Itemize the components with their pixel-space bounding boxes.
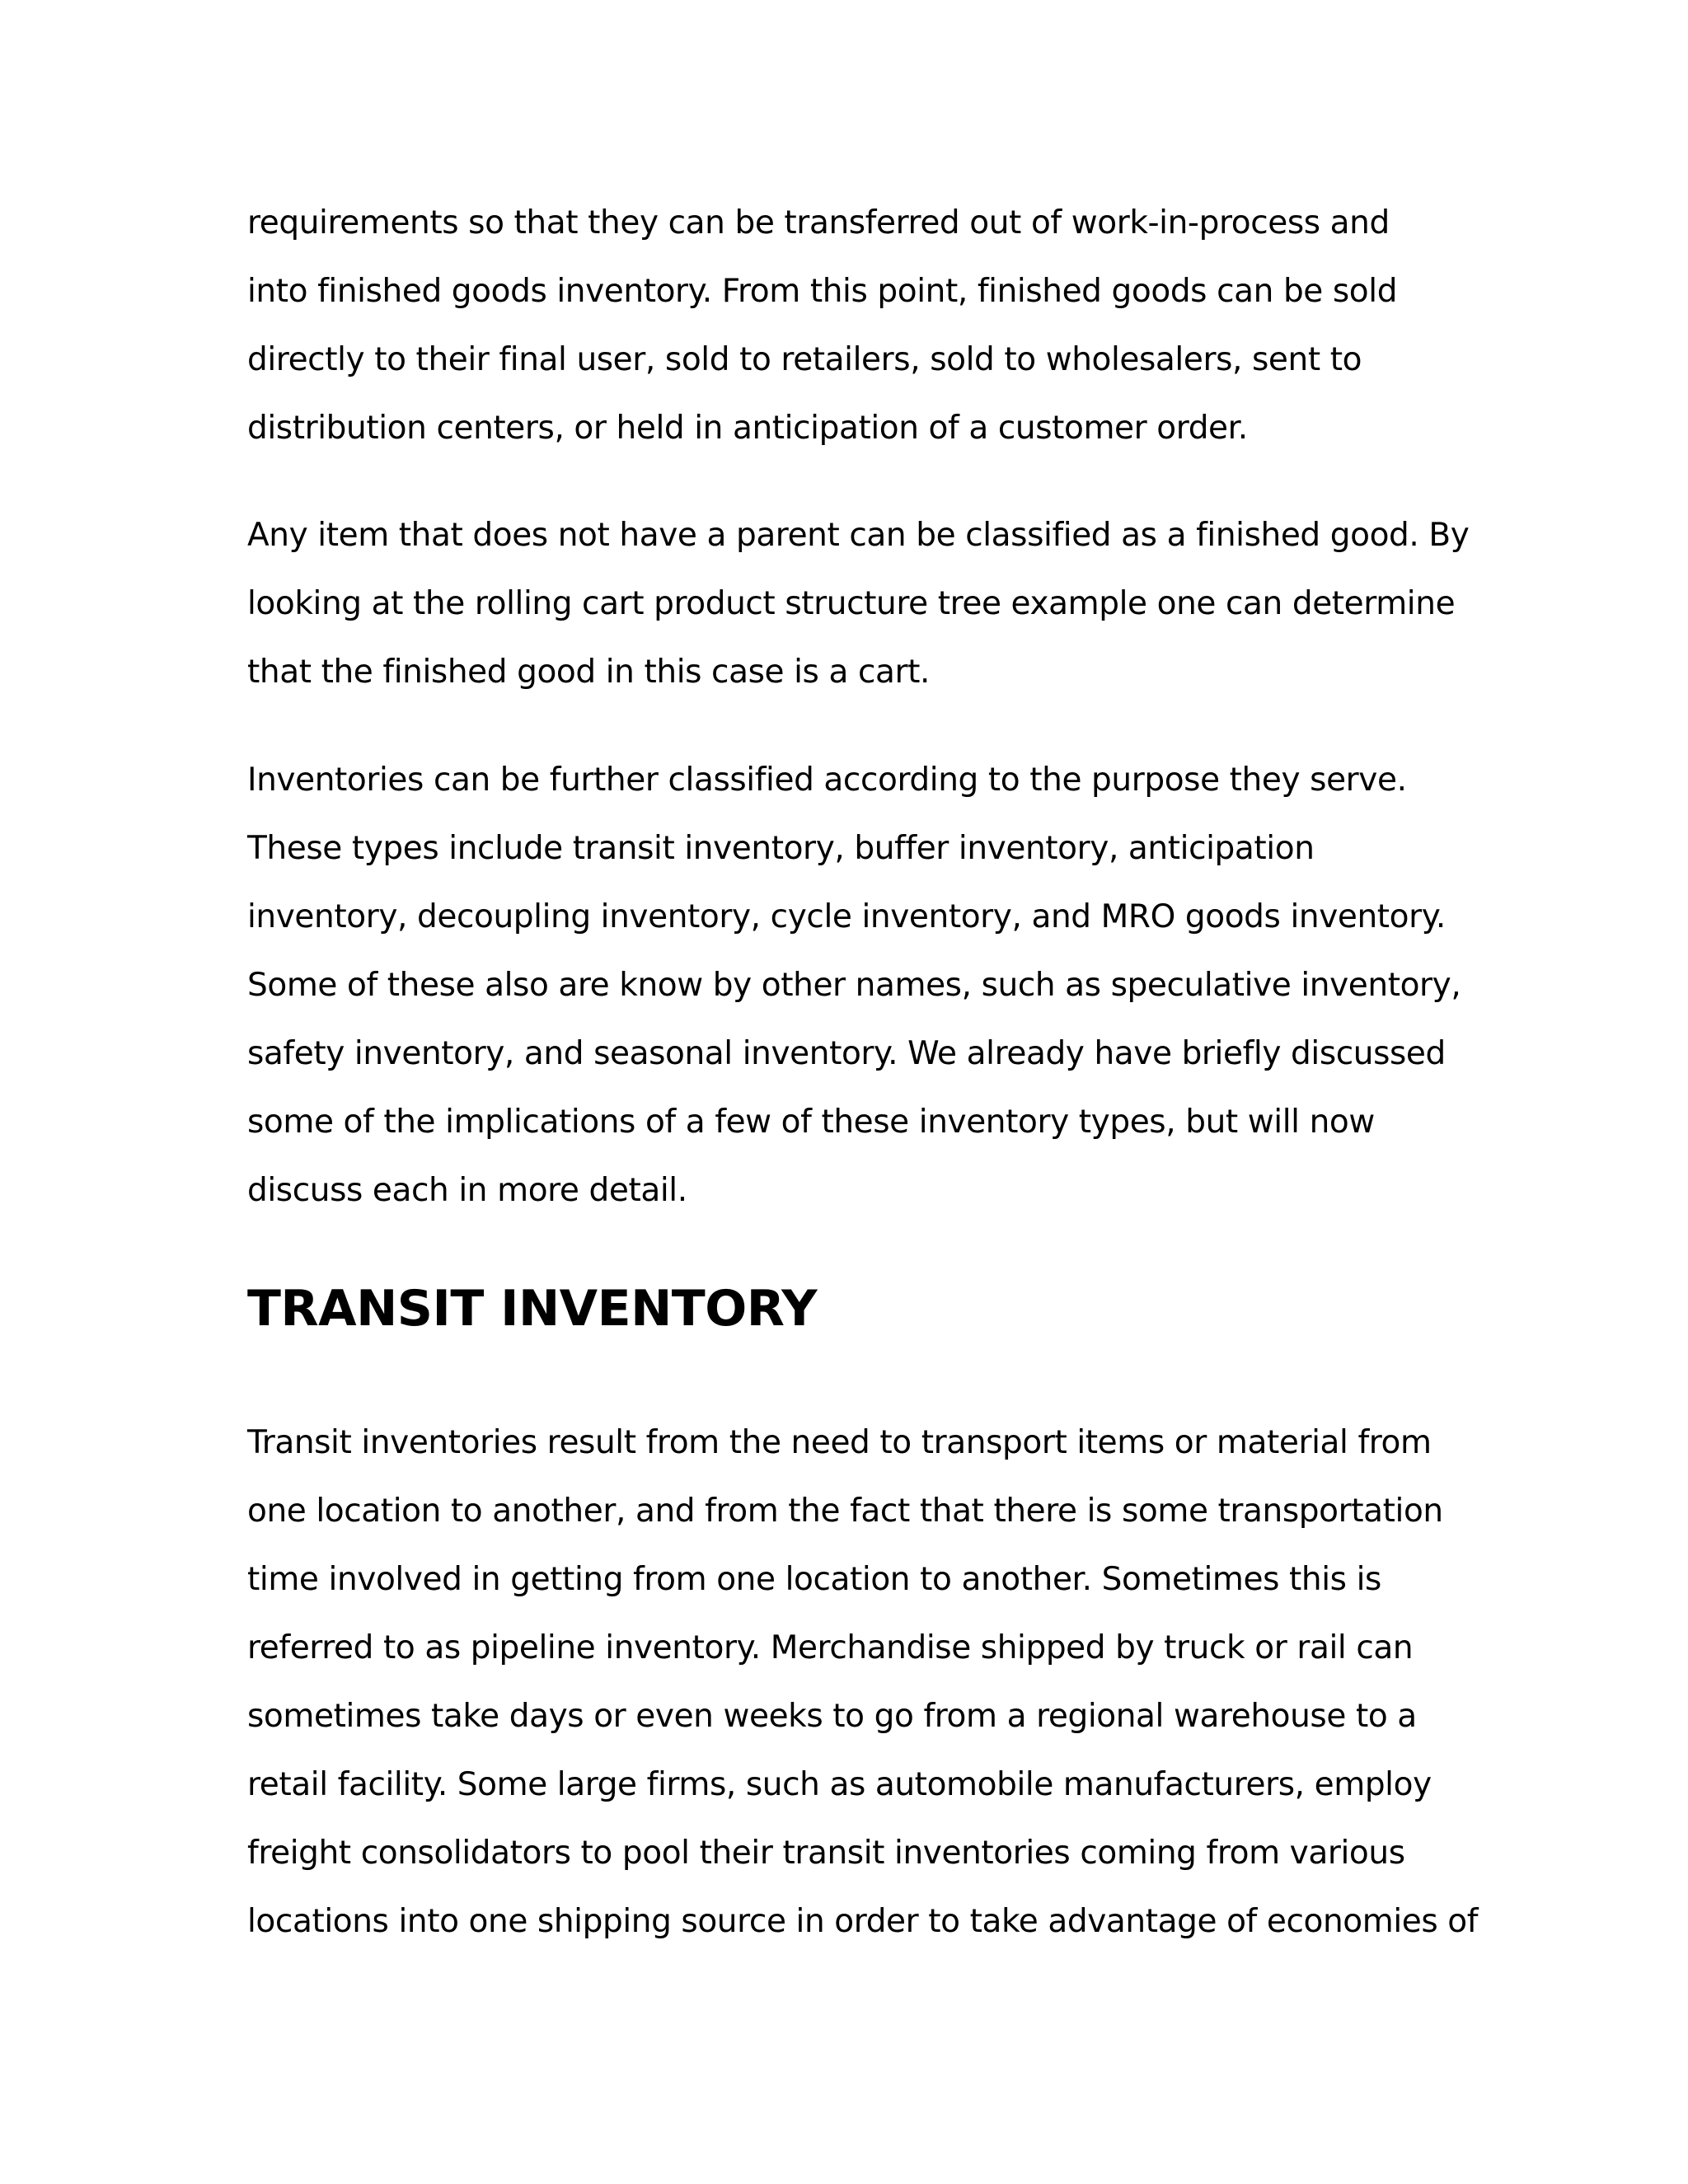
text-line: directly to their final user, sold to retailers, sold to wholesalers, sent to bbox=[247, 341, 1362, 378]
text-line: sometimes take days or even weeks to go from a regional warehouse to a bbox=[247, 1698, 1417, 1735]
text-line: These types include transit inventory, buffer inventory, anticipation bbox=[247, 830, 1315, 867]
text-line: Any item that does not have a parent can be classified as a finished good. By bbox=[247, 517, 1470, 554]
text-line: some of the implications of a few of these inventory types, but will now bbox=[247, 1104, 1375, 1141]
text-line: inventory, decoupling inventory, cycle inventory, and MRO goods inventory. bbox=[247, 898, 1446, 935]
text-line: Inventories can be further classified according to the purpose they serve. bbox=[247, 762, 1407, 799]
text-line: referred to as pipeline inventory. Merchandise shipped by truck or rail can bbox=[247, 1629, 1414, 1666]
text-line: requirements so that they can be transferred out of work-in-process and bbox=[247, 204, 1390, 241]
text-line: time involved in getting from one location to another. Sometimes this is bbox=[247, 1561, 1381, 1598]
text-line: Some of these also are know by other names, such as speculative inventory, bbox=[247, 967, 1461, 1004]
text-line: distribution centers, or held in anticipation of a customer order. bbox=[247, 410, 1248, 447]
text-line: retail facility. Some large firms, such as automobile manufacturers, employ bbox=[247, 1766, 1432, 1803]
text-line: locations into one shipping source in order to take advantage of economies of bbox=[247, 1903, 1479, 1940]
section-heading: TRANSIT INVENTORY bbox=[247, 1280, 818, 1338]
text-line: freight consolidators to pool their transit inventories coming from various bbox=[247, 1835, 1405, 1872]
text-line: Transit inventories result from the need to transport items or material from bbox=[247, 1424, 1432, 1461]
text-line: discuss each in more detail. bbox=[247, 1172, 687, 1209]
text-line: one location to another, and from the fact that there is some transportation bbox=[247, 1493, 1443, 1530]
text-line: safety inventory, and seasonal inventory. We already have briefly discussed bbox=[247, 1035, 1446, 1072]
text-line: into finished goods inventory. From this point, finished goods can be sold bbox=[247, 273, 1398, 310]
text-line: looking at the rolling cart product structure tree example one can determine bbox=[247, 585, 1456, 622]
text-line: that the finished good in this case is a cart. bbox=[247, 654, 931, 691]
